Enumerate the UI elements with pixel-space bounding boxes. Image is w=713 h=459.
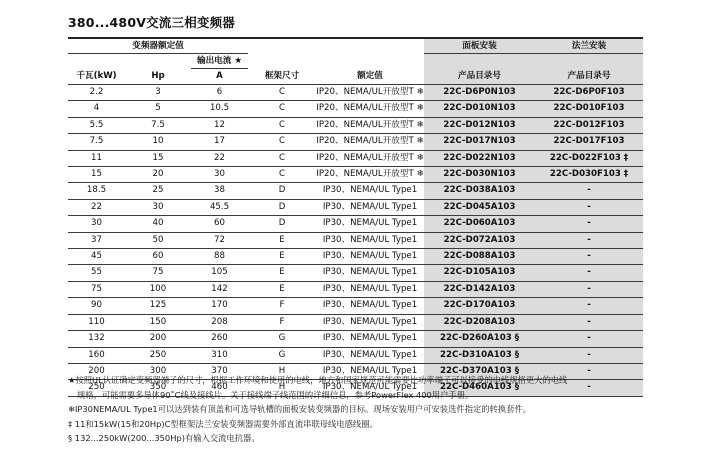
cell-rating: IP20、NEMA/UL开放型T ❄ — [316, 167, 424, 183]
cell-kw: 7.5 — [68, 134, 125, 150]
header-hp: Hp — [125, 69, 191, 85]
cell-panel-catalog: 22C-D370A103 § — [424, 363, 535, 379]
table-row — [68, 281, 643, 297]
cell-rating: IP30、NEMA/UL Type1 — [316, 314, 424, 330]
header-flange-mount: 法兰安装 — [535, 38, 643, 54]
cell-frame: C — [248, 117, 316, 133]
cell-current: 142 — [191, 281, 248, 297]
cell-panel-catalog: 22C-D6P0N103 — [424, 85, 535, 101]
cell-flange-catalog: - — [535, 314, 643, 330]
cell-flange-catalog: 22C-D010F103 — [535, 101, 643, 117]
cell-frame: C — [248, 134, 316, 150]
cell-frame: D — [248, 183, 316, 199]
header-row-3 — [68, 69, 643, 85]
cell-hp: 10 — [125, 134, 191, 150]
cell-rating: IP30、NEMA/UL Type1 — [316, 363, 424, 379]
table-row — [68, 265, 643, 281]
note-star-line1: ★按照UL认证确定变频器端子的尺寸，根据工作环境和使用的电线，地方和国家规范可能需要比功率端子可以接受的电线规格更大的电线 — [68, 375, 568, 385]
cell-kw: 200 — [68, 363, 125, 379]
cell-frame: C — [248, 150, 316, 166]
cell-flange-catalog: 22C-D017F103 — [535, 134, 643, 150]
cell-rating: IP30、NEMA/UL Type1 — [316, 232, 424, 248]
cell-current: 30 — [191, 167, 248, 183]
cell-panel-catalog: 22C-D142A103 — [424, 281, 535, 297]
cell-rating: IP20、NEMA/UL开放型T ❄ — [316, 134, 424, 150]
cell-panel-catalog: 22C-D260A103 § — [424, 331, 535, 347]
cell-kw: 250 — [68, 380, 125, 396]
note-snowflake: ❄IP30NEMA/UL Type1可以达到装有顶盖和可选导轨槽的面板安装变频器的目标。现场安装用户可安装选件指定的转换套件。 — [68, 404, 532, 415]
cell-flange-catalog: 22C-D030F103 ‡ — [535, 167, 643, 183]
cell-hp: 75 — [125, 265, 191, 281]
cell-flange-catalog: - — [535, 183, 643, 199]
cell-kw: 4 — [68, 101, 125, 117]
note-star-line2: 规格，可能需要多导体90˚C线及接线片。关于接线端子线范围的详细信息，参考PowerFlex 400用户手册。 — [77, 389, 474, 400]
cell-current: 22 — [191, 150, 248, 166]
table-row — [68, 314, 643, 330]
cell-panel-catalog: 22C-D012N103 — [424, 117, 535, 133]
cell-current: 6 — [191, 85, 248, 101]
table-row — [68, 101, 643, 117]
cell-current: 370 — [191, 363, 248, 379]
cell-flange-catalog: - — [535, 265, 643, 281]
cell-flange-catalog: - — [535, 347, 643, 363]
cell-kw: 11 — [68, 150, 125, 166]
cell-panel-catalog: 22C-D060A103 — [424, 216, 535, 232]
table-row — [68, 117, 643, 133]
cell-flange-catalog: - — [535, 249, 643, 265]
header-frame: 框架尺寸 — [248, 69, 316, 85]
cell-flange-catalog: - — [535, 199, 643, 215]
cell-current: 38 — [191, 183, 248, 199]
cell-kw: 75 — [68, 281, 125, 297]
table-row — [68, 347, 643, 363]
cell-flange-catalog: - — [535, 380, 643, 396]
header-group-rated: 变频器额定值 — [68, 38, 248, 54]
cell-flange-catalog: 22C-D022F103 ‡ — [535, 150, 643, 166]
cell-panel-catalog: 22C-D017N103 — [424, 134, 535, 150]
cell-flange-catalog: 22C-D6P0F103 — [535, 85, 643, 101]
drive-spec-table — [68, 37, 643, 397]
note-section: § 132...250kW(200...350Hp)有输入交流电抗器。 — [68, 433, 260, 444]
table-row — [68, 85, 643, 101]
cell-hp: 40 — [125, 216, 191, 232]
cell-kw: 15 — [68, 167, 125, 183]
cell-flange-catalog: - — [535, 331, 643, 347]
cell-rating: IP30、NEMA/UL Type1 — [316, 347, 424, 363]
table-row — [68, 199, 643, 215]
cell-panel-catalog: 22C-D088A103 — [424, 249, 535, 265]
note-dagger: ‡ 11和15kW(15和20Hp)C型框架法兰安装变频器需要外部直流串联母线电感线圈。 — [68, 418, 378, 429]
cell-kw: 18.5 — [68, 183, 125, 199]
cell-frame: C — [248, 85, 316, 101]
table-row — [68, 249, 643, 265]
cell-frame: E — [248, 249, 316, 265]
header-panel-mount: 面板安装 — [424, 38, 535, 54]
cell-frame: C — [248, 167, 316, 183]
cell-panel-catalog: 22C-D072A103 — [424, 232, 535, 248]
cell-current: 310 — [191, 347, 248, 363]
cell-current: 260 — [191, 331, 248, 347]
cell-hp: 150 — [125, 314, 191, 330]
cell-rating: IP30、NEMA/UL Type1 — [316, 331, 424, 347]
cell-rating: IP30、NEMA/UL Type1 — [316, 281, 424, 297]
page-title: 380...480V交流三相变频器 — [68, 15, 236, 30]
cell-frame: F — [248, 314, 316, 330]
cell-kw: 30 — [68, 216, 125, 232]
cell-panel-catalog: 22C-D038A103 — [424, 183, 535, 199]
cell-current: 105 — [191, 265, 248, 281]
header-catalog-panel: 产品目录号 — [424, 69, 535, 85]
cell-current: 10.5 — [191, 101, 248, 117]
cell-frame: C — [248, 101, 316, 117]
header-catalog-flange: 产品目录号 — [535, 69, 643, 85]
cell-kw: 132 — [68, 331, 125, 347]
cell-current: 17 — [191, 134, 248, 150]
cell-flange-catalog: - — [535, 232, 643, 248]
cell-kw: 5.5 — [68, 117, 125, 133]
cell-hp: 125 — [125, 298, 191, 314]
cell-hp: 300 — [125, 363, 191, 379]
cell-hp: 250 — [125, 347, 191, 363]
header-output-current: 输出电流 ★ — [191, 54, 248, 69]
cell-panel-catalog: 22C-D105A103 — [424, 265, 535, 281]
cell-panel-catalog: 22C-D045A103 — [424, 199, 535, 215]
cell-hp: 7.5 — [125, 117, 191, 133]
cell-frame: G — [248, 347, 316, 363]
cell-current: 88 — [191, 249, 248, 265]
cell-frame: H — [248, 363, 316, 379]
cell-panel-catalog: 22C-D170A103 — [424, 298, 535, 314]
cell-flange-catalog: - — [535, 216, 643, 232]
cell-kw: 160 — [68, 347, 125, 363]
cell-current: 45.5 — [191, 199, 248, 215]
table-row — [68, 216, 643, 232]
cell-hp: 100 — [125, 281, 191, 297]
cell-current: 170 — [191, 298, 248, 314]
cell-hp: 50 — [125, 232, 191, 248]
footnotes — [68, 373, 668, 446]
cell-frame: G — [248, 331, 316, 347]
cell-current: 12 — [191, 117, 248, 133]
table-row — [68, 232, 643, 248]
cell-frame: F — [248, 298, 316, 314]
cell-rating: IP20、NEMA/UL开放型T ❄ — [316, 117, 424, 133]
cell-frame: D — [248, 216, 316, 232]
cell-rating: IP20、NEMA/UL开放型T ❄ — [316, 85, 424, 101]
cell-hp: 30 — [125, 199, 191, 215]
cell-hp: 25 — [125, 183, 191, 199]
cell-panel-catalog: 22C-D010N103 — [424, 101, 535, 117]
cell-hp: 5 — [125, 101, 191, 117]
cell-current: 208 — [191, 314, 248, 330]
cell-current: 60 — [191, 216, 248, 232]
cell-kw: 2.2 — [68, 85, 125, 101]
cell-rating: IP30、NEMA/UL Type1 — [316, 199, 424, 215]
cell-rating: IP30、NEMA/UL Type1 — [316, 298, 424, 314]
cell-rating: IP30、NEMA/UL Type1 — [316, 380, 424, 396]
cell-frame: E — [248, 232, 316, 248]
cell-rating: IP20、NEMA/UL开放型T ❄ — [316, 101, 424, 117]
table-row — [68, 134, 643, 150]
cell-flange-catalog: 22C-D012F103 — [535, 117, 643, 133]
cell-rating: IP30、NEMA/UL Type1 — [316, 216, 424, 232]
cell-panel-catalog: 22C-D030N103 — [424, 167, 535, 183]
cell-frame: H — [248, 380, 316, 396]
cell-kw: 22 — [68, 199, 125, 215]
cell-hp: 15 — [125, 150, 191, 166]
cell-frame: E — [248, 281, 316, 297]
cell-current: 72 — [191, 232, 248, 248]
cell-hp: 200 — [125, 331, 191, 347]
cell-flange-catalog: - — [535, 281, 643, 297]
cell-rating: IP30、NEMA/UL Type1 — [316, 183, 424, 199]
table-row — [68, 183, 643, 199]
cell-kw: 37 — [68, 232, 125, 248]
cell-flange-catalog: - — [535, 363, 643, 379]
cell-panel-catalog: 22C-D460A103 § — [424, 380, 535, 396]
header-a: A — [191, 69, 248, 85]
cell-kw: 110 — [68, 314, 125, 330]
cell-frame: E — [248, 265, 316, 281]
cell-rating: IP20、NEMA/UL开放型T ❄ — [316, 150, 424, 166]
cell-panel-catalog: 22C-D022N103 — [424, 150, 535, 166]
cell-panel-catalog: 22C-D208A103 — [424, 314, 535, 330]
header-rating: 额定值 — [316, 69, 424, 85]
cell-hp: 3 — [125, 85, 191, 101]
cell-kw: 45 — [68, 249, 125, 265]
cell-kw: 90 — [68, 298, 125, 314]
header-row-2 — [68, 54, 643, 69]
header-kw: 千瓦(kW) — [68, 69, 125, 85]
cell-rating: IP30、NEMA/UL Type1 — [316, 265, 424, 281]
table-row — [68, 167, 643, 183]
cell-hp: 20 — [125, 167, 191, 183]
table-row — [68, 331, 643, 347]
cell-current: 460 — [191, 380, 248, 396]
header-row-1 — [68, 38, 643, 54]
cell-panel-catalog: 22C-D310A103 § — [424, 347, 535, 363]
table-row — [68, 150, 643, 166]
cell-rating: IP30、NEMA/UL Type1 — [316, 249, 424, 265]
cell-kw: 55 — [68, 265, 125, 281]
cell-frame: D — [248, 199, 316, 215]
table-row — [68, 298, 643, 314]
cell-flange-catalog: - — [535, 298, 643, 314]
cell-hp: 350 — [125, 380, 191, 396]
cell-hp: 60 — [125, 249, 191, 265]
